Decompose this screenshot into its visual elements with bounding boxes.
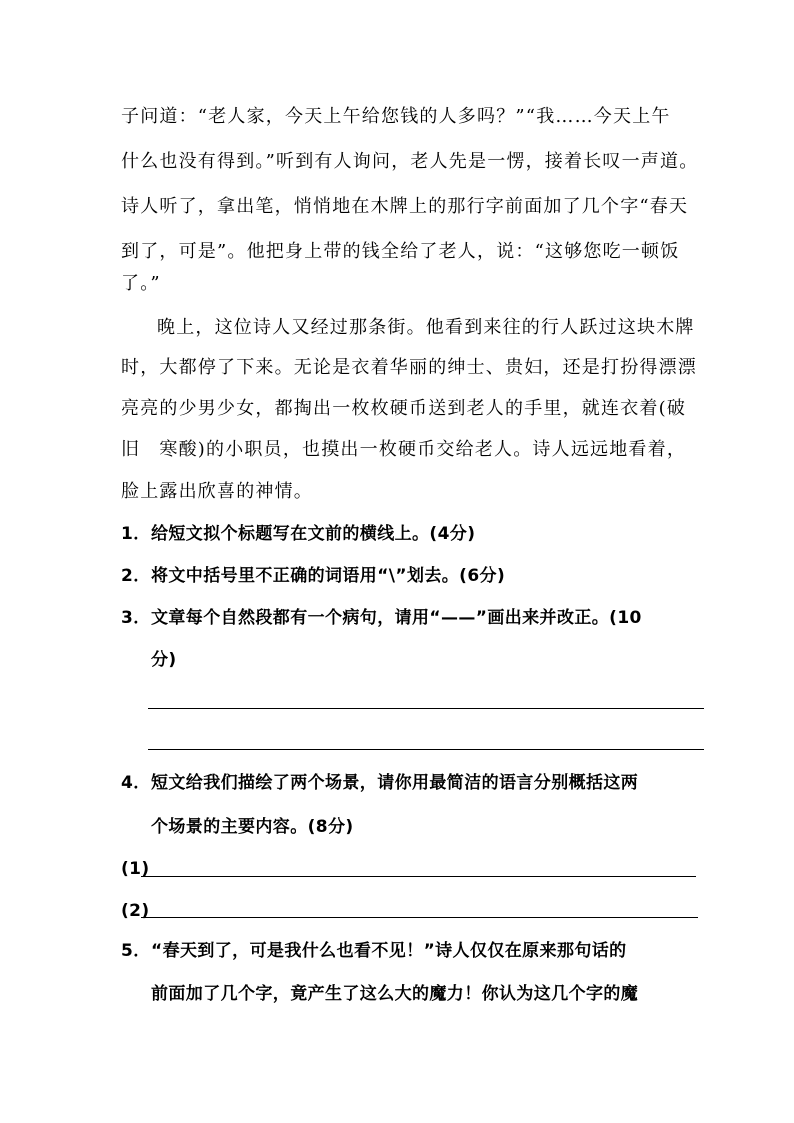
question-text-cont: 分) bbox=[151, 650, 177, 670]
question-3 bbox=[121, 606, 642, 630]
answer-label-1: (1) bbox=[121, 859, 150, 879]
question-1 bbox=[121, 522, 475, 546]
question-number: 5． bbox=[121, 941, 151, 961]
question-5 bbox=[121, 939, 627, 963]
question-2 bbox=[121, 564, 505, 588]
passage-line: 到了，可是”。他把身上带的钱全给了老人，说：“这够您吃一顿饭 bbox=[121, 241, 680, 262]
passage-line: 脸上露出欣喜的神情。 bbox=[121, 481, 313, 502]
question-text: 给短文拟个标题写在文前的横线上。(4分) bbox=[151, 524, 476, 544]
question-text-cont: 个场景的主要内容。(8分) bbox=[151, 817, 354, 837]
passage-line: 晚上，这位诗人又经过那条街。他看到来往的行人跃过这块木牌 bbox=[157, 317, 695, 338]
question-text: 短文给我们描绘了两个场景，请你用最简洁的语言分别概括这两 bbox=[151, 773, 639, 793]
question-4 bbox=[121, 771, 638, 795]
answer-line[interactable] bbox=[148, 749, 704, 750]
answer-line-2[interactable] bbox=[141, 917, 698, 918]
passage-line: 时，大都停了下来。无论是衣着华丽的绅士、贵妇，还是打扮得漂漂 bbox=[121, 357, 697, 378]
answer-line-1[interactable] bbox=[141, 876, 696, 877]
question-text: 将文中括号里不正确的词语用“\”划去。(6分) bbox=[151, 566, 506, 586]
question-number: 4． bbox=[121, 773, 151, 793]
passage-line: 诗人听了，拿出笔，悄悄地在木牌上的那行字前面加了几个字“春天 bbox=[121, 196, 689, 217]
passage-line: 什么也没有得到。”听到有人询问，老人先是一愣，接着长叹一声道。 bbox=[121, 151, 699, 172]
answer-line[interactable] bbox=[148, 708, 704, 709]
passage-line: 子问道：“老人家，今天上午给您钱的人多吗？”“我……今天上午 bbox=[121, 106, 671, 127]
passage-line: 旧 寒酸)的小职员，也摸出一枚硬币交给老人。诗人远远地看着， bbox=[121, 439, 687, 460]
question-text: “春天到了，可是我什么也看不见！”诗人仅仅在原来那句话的 bbox=[151, 941, 627, 961]
passage-line: 了。” bbox=[121, 273, 161, 294]
question-text-cont: 前面加了几个字，竟产生了这么大的魔力！你认为这几个字的魔 bbox=[151, 984, 639, 1004]
passage-line: 亮亮的少男少女，都掏出一枚枚硬币送到老人的手里，就连衣着(破 bbox=[121, 398, 687, 419]
question-number: 1． bbox=[121, 524, 151, 544]
question-number: 2． bbox=[121, 566, 151, 586]
answer-label-2: (2) bbox=[121, 901, 150, 921]
question-number: 3． bbox=[121, 608, 151, 628]
question-text: 文章每个自然段都有一个病句，请用“——”画出来并改正。(10 bbox=[151, 608, 642, 628]
